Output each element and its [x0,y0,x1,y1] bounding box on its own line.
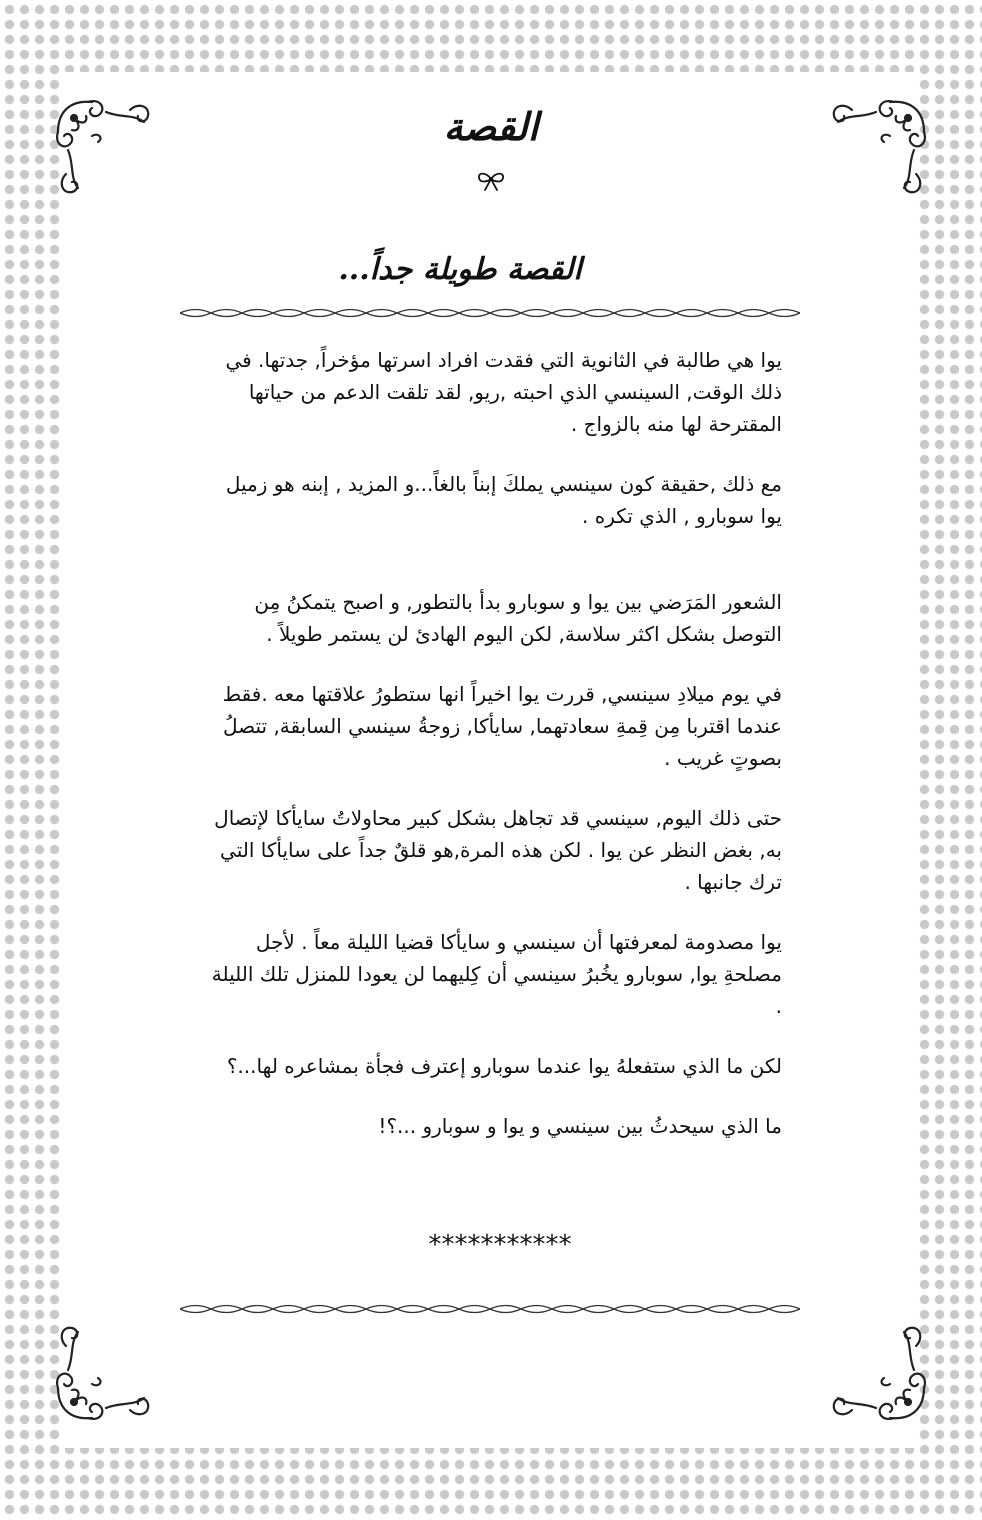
asterisk-separator: *********** [428,1230,572,1260]
corner-ornament-bottom-right [814,1308,934,1428]
story-paragraph: الشعور المَرَضي بين يوا و سوبارو بدأ بالتطور, و اصبح يتمكنُ مِن التوصل بشكل اكثر سلاسة, لكن اليوم الهادئ لن يستمر طويلاً . [254,590,782,646]
story-paragraph: حتى ذلك اليوم, سينسي قد تجاهل بشكل كبير محاولاتُ سايأكا لإتصال به, بغض النظر عن يوا . لكن هذه المرة,هو قلقٌ جداً على سايأكا التي ترك جانبها . [214,806,782,894]
bow-icon [474,170,508,192]
corner-ornament-bottom-left [48,1308,168,1428]
story-paragraph: في يوم ميلادِ سينسي, قررت يوا اخيراً انها ستطورُ علاقتها معه .فقط عندما اقتربا مِن قِمةِ سعادتهما, سايأكا, زوجةُ سينسي السابقة, تتصلُ بصوتٍ غريب . [222,682,782,770]
corner-ornament-top-left [48,92,168,212]
ornamental-divider-top [180,306,800,320]
story-paragraph: يوا مصدومة لمعرفتها أن سينسي و سايأكا قضيا الليلة معاً . لأجل مصلحةِ يوا, سوبارو يخُبرُ سينسي أن كِليهما لن يعودا للمنزل تلك الليلة . [211,930,782,1018]
corner-ornament-top-right [814,92,934,212]
story-subtitle: القصة طويلة جداً... [338,252,582,287]
story-paragraph: يوا هي طالبة في الثانوية التي فقدت افراد اسرتها مؤخراً, جدتها. في ذلك الوقت, السينسي الذي احبته ,ريو, لقد تلقت الدعم من حياتها المقترحة لها منه بالزواج . [225,348,782,436]
story-paragraph: مع ذلك ,حقيقة كون سينسي يملكَ إبناً بالغاً...و المزيد , إبنه هو زميل يوا سوبارو , الذي تكره . [225,472,782,528]
story-paragraph: ما الذي سيحدثُ بين سينسي و يوا و سوبارو ...؟! [378,1114,782,1138]
story-summary [208,344,782,1142]
story-paragraph: لكن ما الذي ستفعلهُ يوا عندما سوبارو إعترف فجأة بمشاعره لها...؟ [226,1054,782,1078]
ornamental-divider-bottom [180,1302,800,1316]
page-title: القصة [443,104,539,149]
